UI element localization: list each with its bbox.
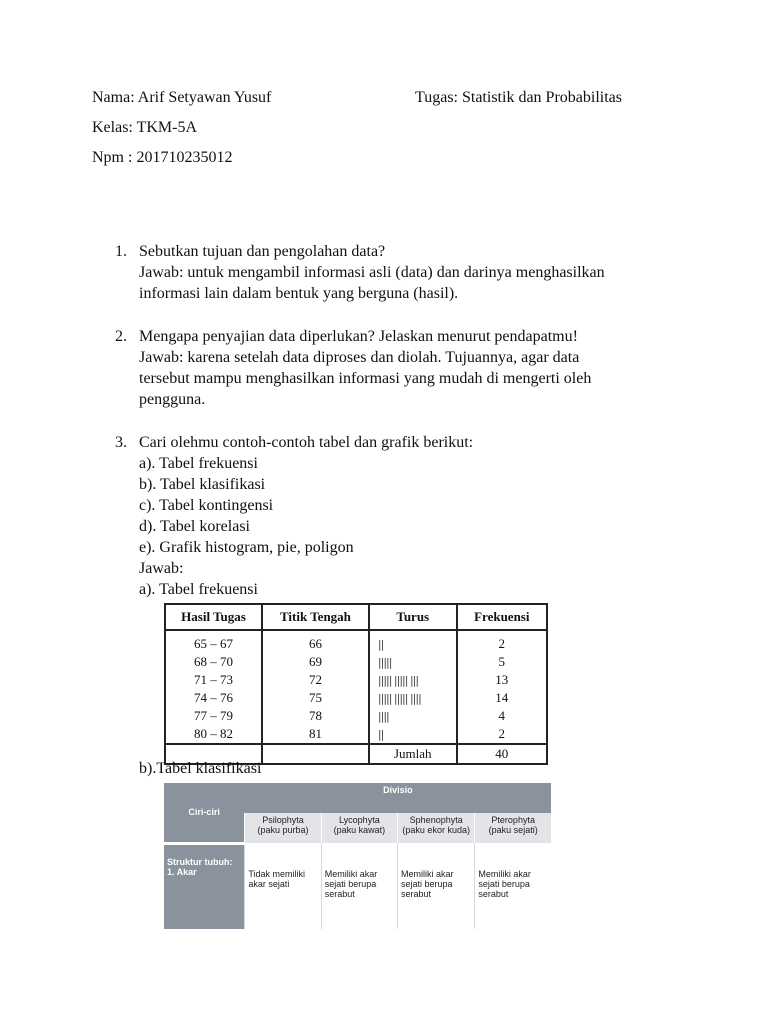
answer-label: Jawab: xyxy=(139,560,184,577)
frequency: 13 xyxy=(457,671,547,689)
corner-header: Ciri-ciri xyxy=(164,783,245,843)
class-range: 71 – 73 xyxy=(165,671,262,689)
cell-line: sejati berupa xyxy=(401,879,453,889)
answer-text: Jawab: karena setelah data diproses dan diolah. Tujuannya, agar data xyxy=(139,349,580,366)
column-header: Turus xyxy=(369,604,457,630)
cell-line: sejati berupa xyxy=(478,879,530,889)
cell-line: Memiliki akar xyxy=(401,869,454,879)
class-range: 74 – 76 xyxy=(165,689,262,707)
midpoint: 75 xyxy=(262,689,369,707)
table-row xyxy=(165,630,547,653)
midpoint: 66 xyxy=(262,630,369,653)
list-item: a). Tabel frekuensi xyxy=(139,455,258,472)
table-row xyxy=(165,707,547,725)
student-name: Nama: Arif Setyawan Yusuf xyxy=(92,89,272,106)
question-number: 2. xyxy=(115,328,127,345)
division-name: Pterophyta xyxy=(491,815,535,825)
cell-line: Memiliki akar xyxy=(478,869,531,879)
division-name: Lycophyta xyxy=(339,815,380,825)
student-npm: Npm : 201710235012 xyxy=(92,149,233,166)
cell-line: serabut xyxy=(478,889,509,899)
midpoint: 81 xyxy=(262,725,369,744)
tally-marks: |||| xyxy=(369,707,457,725)
list-item: c). Tabel kontingensi xyxy=(139,497,274,514)
frequency: 4 xyxy=(457,707,547,725)
klas-table-caption: b).Tabel klasifikasi xyxy=(139,760,262,777)
question-1 xyxy=(115,241,675,304)
row-header xyxy=(164,843,245,929)
tally-marks: || xyxy=(369,630,457,653)
cell-line: Tidak memiliki xyxy=(248,869,305,879)
total-label: Jumlah xyxy=(369,744,457,764)
division-common-name: (paku sejati) xyxy=(488,825,538,835)
table-cell xyxy=(321,843,397,929)
list-item: d). Tabel korelasi xyxy=(139,518,250,535)
frequency-table xyxy=(164,603,548,765)
student-class: Kelas: TKM-5A xyxy=(92,119,198,136)
assignment-title: Tugas: Statistik dan Probabilitas xyxy=(415,89,622,106)
table-row xyxy=(165,671,547,689)
column-header: Titik Tengah xyxy=(262,604,369,630)
division-common-name: (paku purba) xyxy=(257,825,309,835)
cell-line: Memiliki akar xyxy=(324,869,378,879)
division-name: Psilophyta xyxy=(262,815,304,825)
table-row xyxy=(165,689,547,707)
table-row xyxy=(165,653,547,671)
frequency: 2 xyxy=(457,725,547,744)
division-common-name: (paku kawat) xyxy=(333,825,386,835)
classification-table xyxy=(164,783,551,929)
midpoint: 78 xyxy=(262,707,369,725)
table-header-row xyxy=(165,604,547,630)
tally-marks: ||||| ||||| ||| xyxy=(369,671,457,689)
division-name: Sphenophyta xyxy=(409,815,463,825)
midpoint: 72 xyxy=(262,671,369,689)
cell-line: akar sejati xyxy=(248,879,290,889)
class-range: 68 – 70 xyxy=(165,653,262,671)
division-header xyxy=(245,813,321,843)
cell-line: serabut xyxy=(324,889,355,899)
question-text: Sebutkan tujuan dan pengolahan data? xyxy=(139,243,386,260)
answer-text: Jawab: untuk mengambil informasi asli (data) dan darinya menghasilkan xyxy=(139,264,605,281)
list-item: e). Grafik histogram, pie, poligon xyxy=(139,539,354,556)
cell-line: sejati berupa xyxy=(324,879,377,889)
question-number: 3. xyxy=(115,434,127,451)
answer-text: tersebut mampu menghasilkan informasi yang mudah di mengerti oleh xyxy=(139,370,592,387)
division-header xyxy=(321,813,397,843)
question-text: Cari olehmu contoh-contoh tabel dan grafik berikut: xyxy=(139,434,474,451)
row-header-line: 1. Akar xyxy=(167,866,197,877)
question-number: 1. xyxy=(115,243,127,260)
frequency: 5 xyxy=(457,653,547,671)
column-header: Frekuensi xyxy=(457,604,547,630)
tally-marks: ||||| xyxy=(369,653,457,671)
divisio-header: Divisio xyxy=(245,783,551,813)
cell-line: serabut xyxy=(401,889,432,899)
answer-text: pengguna. xyxy=(139,391,206,408)
division-header xyxy=(475,813,551,843)
empty-cell xyxy=(262,744,369,764)
frequency: 2 xyxy=(457,630,547,653)
tally-marks: || xyxy=(369,725,457,744)
tally-marks: ||||| ||||| |||| xyxy=(369,689,457,707)
answer-text: informasi lain dalam bentuk yang berguna (hasil). xyxy=(139,285,459,302)
column-header: Hasil Tugas xyxy=(165,604,262,630)
table-cell xyxy=(475,843,551,929)
class-range: 65 – 67 xyxy=(165,630,262,653)
freq-table-caption: a). Tabel frekuensi xyxy=(139,581,258,598)
frequency: 14 xyxy=(457,689,547,707)
class-range: 77 – 79 xyxy=(165,707,262,725)
division-header xyxy=(398,813,475,843)
question-2 xyxy=(115,326,675,410)
total-value: 40 xyxy=(457,744,547,764)
list-item: b). Tabel klasifikasi xyxy=(139,476,266,493)
question-3 xyxy=(115,432,675,600)
question-text: Mengapa penyajian data diperlukan? Jelaskan menurut pendapatmu! xyxy=(139,328,578,345)
row-header-line: Struktur tubuh: xyxy=(167,856,233,867)
table-cell xyxy=(245,843,321,929)
class-range: 80 – 82 xyxy=(165,725,262,744)
table-cell xyxy=(398,843,475,929)
table-row xyxy=(165,725,547,744)
midpoint: 69 xyxy=(262,653,369,671)
division-common-name: (paku ekor kuda) xyxy=(402,825,470,835)
